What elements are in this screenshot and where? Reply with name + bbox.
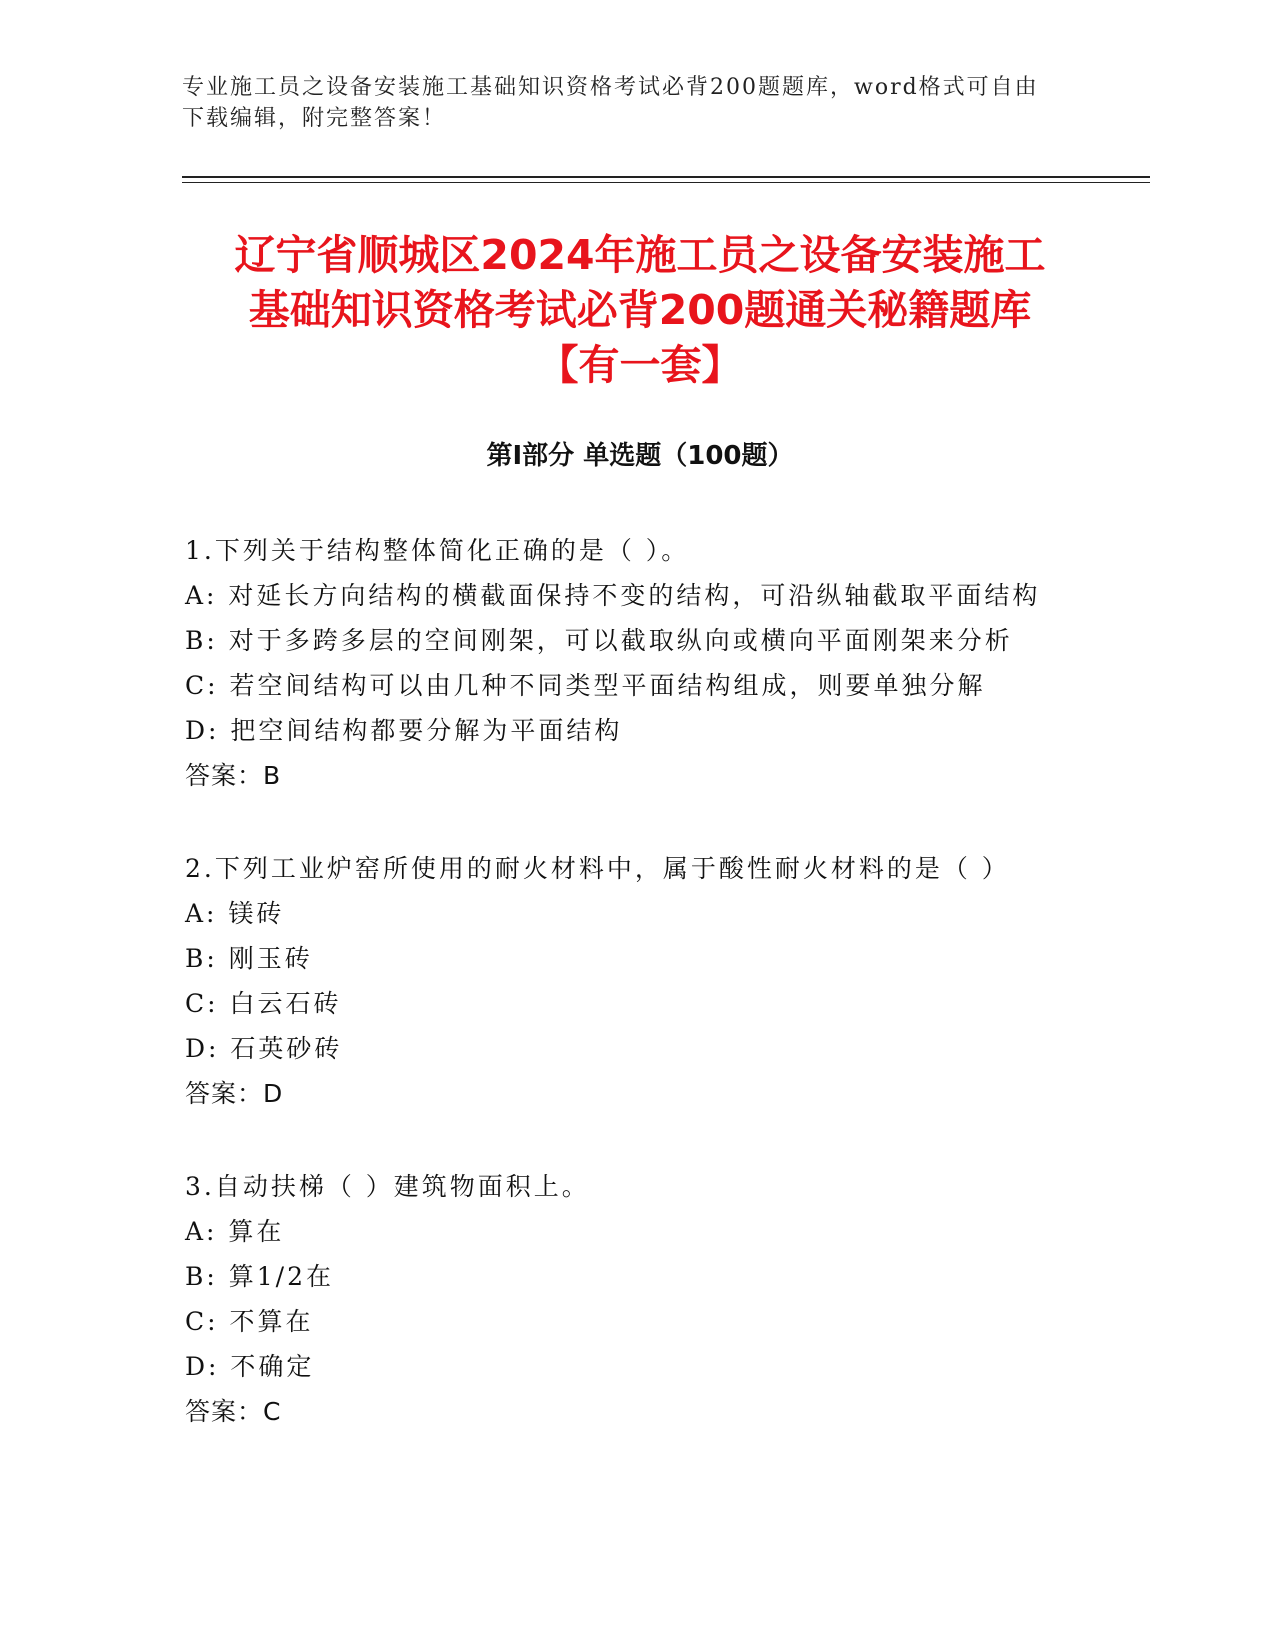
answer-line: 答案：B	[185, 761, 282, 790]
question-1	[185, 528, 1185, 798]
option-d: D: 不确定	[185, 1352, 315, 1381]
question-3	[185, 1164, 1185, 1434]
question-stem: 1.下列关于结构整体简化正确的是（ ）。	[185, 536, 690, 565]
answer-line: 答案：D	[185, 1079, 284, 1108]
title-line-2: 基础知识资格考试必背200题通关秘籍题库	[248, 286, 1032, 334]
option-c: C: 白云石砖	[185, 989, 342, 1018]
option-b: B: 算1/2在	[185, 1262, 334, 1291]
option-b: B: 对于多跨多层的空间刚架，可以截取纵向或横向平面刚架来分析	[185, 626, 1013, 655]
title-line-1: 辽宁省顺城区2024年施工员之设备安装施工	[234, 231, 1046, 279]
option-d: D: 石英砂砖	[185, 1034, 343, 1063]
question-stem: 2.下列工业炉窑所使用的耐火材料中，属于酸性耐火材料的是（ ）	[185, 854, 1010, 883]
option-d: D: 把空间结构都要分解为平面结构	[185, 716, 623, 745]
option-a: A: 算在	[185, 1217, 285, 1246]
option-a: A: 对延长方向结构的横截面保持不变的结构，可沿纵轴截取平面结构	[185, 581, 1041, 610]
answer-line: 答案：C	[185, 1397, 282, 1426]
section-title: 第Ⅰ部分 单选题（100题）	[486, 441, 794, 471]
document-title	[150, 228, 1130, 393]
option-c: C: 若空间结构可以由几种不同类型平面结构组成，则要单独分解	[185, 671, 986, 700]
option-a: A: 镁砖	[185, 899, 285, 928]
header-divider-thick	[182, 176, 1150, 178]
title-line-3: 【有一套】	[537, 341, 743, 389]
option-c: C: 不算在	[185, 1307, 314, 1336]
question-2	[185, 846, 1185, 1116]
question-stem: 3.自动扶梯（ ）建筑物面积上。	[185, 1172, 590, 1201]
question-list	[185, 528, 1185, 1482]
header-divider-thin	[182, 182, 1150, 183]
option-b: B: 刚玉砖	[185, 944, 313, 973]
header-note: 专业施工员之设备安装施工基础知识资格考试必背200题题库，word格式可自由下载编辑，附完整答案！	[182, 75, 1039, 131]
